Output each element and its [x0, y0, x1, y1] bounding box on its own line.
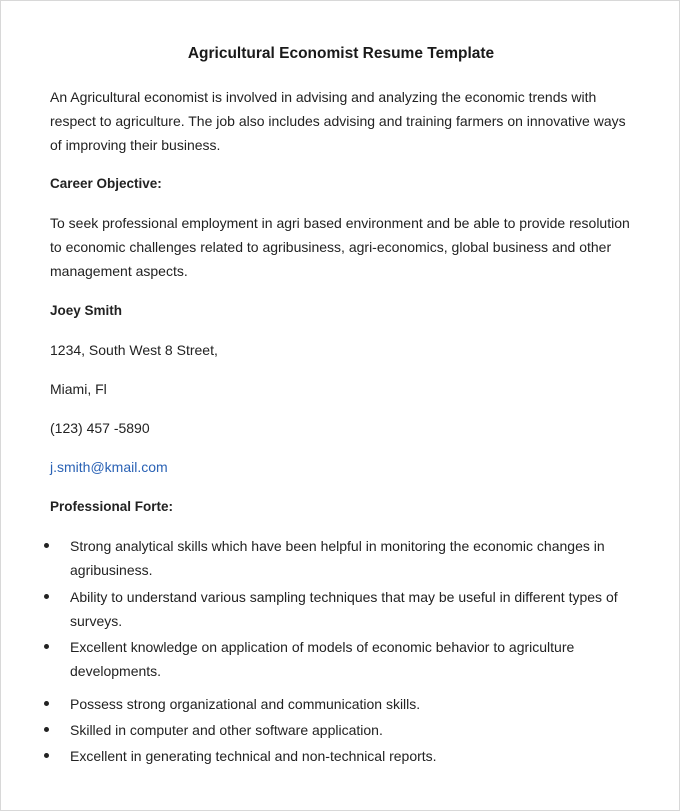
objective-line-1: To seek professional employment in agri based environment and be able to provide resolution	[50, 215, 630, 231]
forte-list-item	[50, 585, 640, 633]
career-objective-heading: Career Objective:	[50, 176, 162, 191]
intro-line-2: respect to agriculture. The job also includes advising and training farmers on innovative ways	[50, 113, 626, 129]
forte-list-item	[50, 635, 640, 683]
contact-address: 1234, South West 8 Street,	[50, 342, 218, 358]
forte-item-line: Excellent in generating technical and non-technical reports.	[70, 748, 437, 764]
objective-line-3: management aspects.	[50, 263, 188, 279]
forte-item-line: Excellent knowledge on application of models of economic behavior to agriculture	[70, 639, 575, 655]
forte-list-item	[50, 534, 640, 582]
forte-item-line: surveys.	[70, 613, 123, 629]
forte-list-item	[50, 744, 640, 768]
bullet-icon	[44, 753, 49, 758]
contact-phone: (123) 457 -5890	[50, 420, 150, 436]
bullet-icon	[44, 543, 49, 548]
forte-item-line: Ability to understand various sampling techniques that may be useful in different types of	[70, 589, 618, 605]
page-title: Agricultural Economist Resume Template	[187, 45, 495, 62]
forte-item-line: agribusiness.	[70, 562, 153, 578]
professional-forte-heading: Professional Forte:	[50, 499, 174, 514]
bullet-icon	[44, 727, 49, 732]
forte-list-item	[50, 718, 640, 742]
contact-city: Miami, Fl	[50, 381, 107, 397]
bullet-icon	[44, 644, 49, 649]
intro-line-1: An Agricultural economist is involved in advising and analyzing the economic trends with	[50, 89, 597, 105]
contact-email-link[interactable]: j.smith@kmail.com	[50, 459, 168, 475]
forte-list-item	[50, 692, 640, 716]
bullet-icon	[44, 701, 49, 706]
objective-line-2: to economic challenges related to agribusiness, agri-economics, global business and other	[50, 239, 612, 255]
forte-item-line: Strong analytical skills which have been helpful in monitoring the economic changes in	[70, 538, 605, 554]
contact-name: Joey Smith	[50, 303, 123, 318]
intro-line-3: of improving their business.	[50, 137, 221, 153]
bullet-icon	[44, 594, 49, 599]
forte-item-line: Possess strong organizational and communication skills.	[70, 696, 421, 712]
forte-item-line: developments.	[70, 663, 162, 679]
forte-item-line: Skilled in computer and other software application.	[70, 722, 383, 738]
